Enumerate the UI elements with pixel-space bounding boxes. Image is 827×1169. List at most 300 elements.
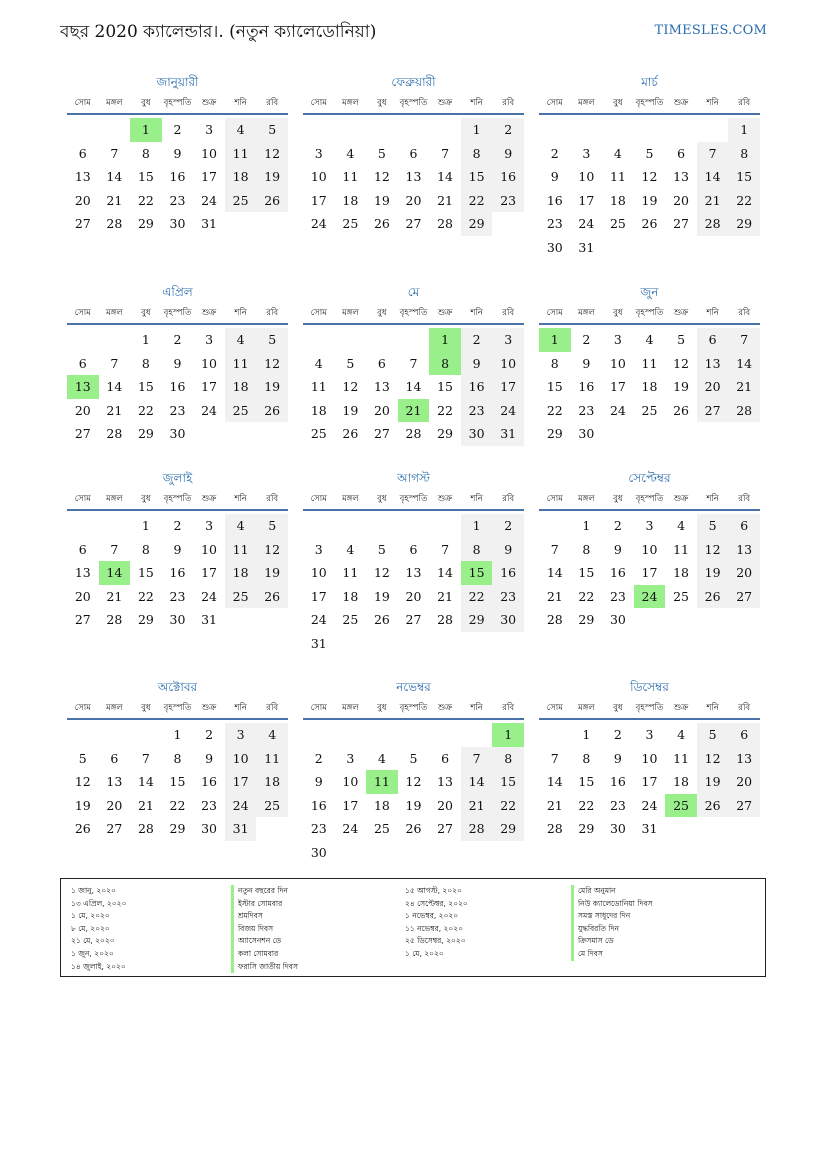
legend-holiday-name: যুদ্ধবিরতি দিন bbox=[571, 923, 653, 936]
day-cell: 23 bbox=[169, 192, 186, 208]
day-cell: 10 bbox=[201, 541, 217, 557]
weekday-header: মঙ্গল bbox=[341, 494, 359, 504]
weekday-header: মঙ্গল bbox=[105, 494, 123, 504]
site-name[interactable]: TIMESLES.COM bbox=[654, 23, 767, 38]
day-cell: 30 bbox=[609, 821, 626, 836]
weekday-header: সোম bbox=[310, 308, 327, 318]
day-cell: 16 bbox=[492, 561, 524, 585]
day-cell: 2 bbox=[314, 750, 323, 766]
month-name: ফেব্রুয়ারী bbox=[391, 75, 436, 89]
weekday-header: সোম bbox=[546, 703, 563, 713]
day-cell: 3 bbox=[582, 145, 591, 161]
day-cell: 12 bbox=[256, 538, 288, 562]
day-cell: 13 bbox=[106, 774, 123, 789]
day-cell: 27 bbox=[728, 794, 760, 818]
day-cell: 9 bbox=[550, 169, 559, 184]
legend-holiday-name: নতুন বছরের দিন bbox=[231, 885, 298, 898]
day-cell: 15 bbox=[546, 379, 563, 394]
day-cell: 8 bbox=[550, 355, 559, 371]
day-cell: 10 bbox=[641, 750, 658, 766]
day-cell: 6 bbox=[78, 145, 87, 161]
day-cell: 22 bbox=[546, 402, 563, 418]
day-cell: 24 bbox=[310, 216, 327, 231]
day-cell: 11 bbox=[609, 169, 626, 184]
weekday-header: বৃহস্পতি bbox=[399, 98, 428, 108]
day-cell: 4 bbox=[256, 723, 288, 747]
day-cell: 7 bbox=[697, 142, 729, 166]
day-cell: 6 bbox=[728, 514, 760, 538]
day-cell: 24 bbox=[492, 399, 524, 423]
day-cell: 22 bbox=[728, 189, 760, 213]
day-cell: 21 bbox=[461, 794, 493, 818]
day-cell: 27 bbox=[106, 821, 123, 836]
day-cell: 26 bbox=[256, 399, 288, 423]
day-cell: 4 bbox=[225, 118, 257, 142]
day-cell: 30 bbox=[609, 612, 626, 627]
day-cell: 17 bbox=[641, 774, 658, 789]
day-cell: 10 bbox=[201, 145, 217, 161]
day-cell: 6 bbox=[377, 355, 386, 371]
day-cell: 28 bbox=[546, 612, 563, 627]
day-cell: 18 bbox=[373, 797, 390, 813]
weekday-header: বৃহস্পতি bbox=[399, 703, 428, 713]
weekday-header: বুধ bbox=[377, 494, 387, 504]
month-name: ডিসেম্বর bbox=[630, 680, 669, 694]
day-cell: 17 bbox=[201, 169, 217, 184]
header-rule bbox=[67, 323, 288, 325]
day-cell: 21 bbox=[106, 402, 123, 418]
day-cell: 19 bbox=[74, 797, 91, 813]
day-cell: 24 bbox=[225, 794, 257, 818]
day-cell: 24 bbox=[201, 402, 217, 418]
header-rule bbox=[303, 509, 524, 511]
day-cell: 18 bbox=[256, 770, 288, 794]
day-cell: 31 bbox=[310, 635, 327, 651]
day-cell: 4 bbox=[346, 541, 355, 557]
day-cell: 15 bbox=[728, 165, 760, 189]
day-cell: 19 bbox=[641, 192, 658, 208]
weekday-header: রবি bbox=[738, 703, 751, 713]
day-cell: 3 bbox=[314, 145, 323, 161]
weekday-header: রবি bbox=[738, 494, 751, 504]
day-cell: 28 bbox=[106, 426, 123, 441]
weekday-header: বৃহস্পতি bbox=[163, 98, 192, 108]
day-cell: 2 bbox=[492, 118, 524, 142]
day-cell: 21 bbox=[137, 797, 154, 813]
weekday-header: বৃহস্পতি bbox=[635, 494, 664, 504]
day-cell: 12 bbox=[697, 747, 729, 771]
month-name: নভেম্বর bbox=[396, 680, 431, 694]
month-calendar bbox=[539, 74, 760, 259]
day-cell: 2 bbox=[461, 328, 493, 352]
weekday-header: মঙ্গল bbox=[105, 703, 123, 713]
day-cell: 21 bbox=[728, 375, 760, 399]
day-cell: 28 bbox=[405, 426, 422, 441]
day-cell: 10 bbox=[310, 169, 327, 184]
day-cell: 20 bbox=[74, 588, 91, 604]
day-cell: 4 bbox=[377, 750, 386, 766]
day-cell: 24 bbox=[201, 588, 217, 604]
day-cell: 9 bbox=[173, 541, 182, 557]
day-cell: 9 bbox=[492, 142, 524, 166]
day-cell: 31 bbox=[641, 821, 658, 836]
day-cell: 22 bbox=[578, 797, 595, 813]
weekday-header: বুধ bbox=[613, 98, 623, 108]
day-cell: 3 bbox=[645, 518, 654, 533]
day-cell: 6 bbox=[78, 355, 87, 371]
day-cell: 26 bbox=[342, 426, 359, 441]
day-cell: 29 bbox=[137, 216, 154, 231]
weekday-header: শনি bbox=[234, 494, 247, 504]
legend-holiday-name: ক্রিসমাস ডে bbox=[571, 935, 653, 948]
weekday-header: শুক্র bbox=[673, 98, 689, 108]
header-rule bbox=[539, 718, 760, 720]
holiday-day-cell: 14 bbox=[99, 561, 131, 585]
day-cell: 2 bbox=[550, 145, 559, 161]
day-cell: 11 bbox=[225, 352, 257, 376]
day-cell: 17 bbox=[225, 770, 257, 794]
month-name: মার্চ bbox=[641, 75, 658, 89]
day-cell: 15 bbox=[169, 774, 186, 789]
day-cell: 4 bbox=[225, 328, 257, 352]
day-cell: 8 bbox=[728, 142, 760, 166]
day-cell: 25 bbox=[310, 426, 327, 441]
month-name: এপ্রিল bbox=[162, 285, 193, 299]
day-cell: 5 bbox=[256, 118, 288, 142]
day-cell: 29 bbox=[578, 821, 595, 836]
day-cell: 24 bbox=[641, 797, 658, 813]
day-cell: 27 bbox=[728, 585, 760, 609]
weekday-header: রবি bbox=[502, 703, 515, 713]
day-cell: 7 bbox=[141, 750, 150, 766]
legend-date: ২৫ ডিসেম্বর, ২০২০ bbox=[405, 936, 466, 946]
legend-date: ১৪ জুলাই, ২০২০ bbox=[71, 961, 126, 971]
day-cell: 19 bbox=[256, 165, 288, 189]
day-cell: 25 bbox=[225, 399, 257, 423]
legend-date: ১ জানু, ২০২০ bbox=[71, 886, 116, 895]
day-cell: 13 bbox=[673, 169, 689, 184]
weekday-header: সোম bbox=[310, 703, 327, 713]
weekday-header: শুক্র bbox=[673, 494, 689, 504]
day-cell: 23 bbox=[609, 588, 626, 604]
day-cell: 22 bbox=[492, 794, 524, 818]
weekday-header: রবি bbox=[502, 308, 515, 318]
day-cell: 7 bbox=[110, 541, 119, 557]
day-cell: 22 bbox=[137, 402, 154, 418]
day-cell: 8 bbox=[141, 355, 150, 371]
day-cell: 20 bbox=[728, 770, 760, 794]
day-cell: 17 bbox=[310, 588, 327, 604]
day-cell: 21 bbox=[106, 192, 123, 208]
day-cell: 8 bbox=[582, 541, 591, 557]
day-cell: 27 bbox=[373, 426, 390, 441]
day-cell: 15 bbox=[137, 565, 154, 580]
weekday-header: রবি bbox=[266, 308, 279, 318]
legend-holiday-name: মে দিবস bbox=[571, 948, 653, 961]
day-cell: 23 bbox=[310, 821, 327, 836]
day-cell: 19 bbox=[405, 797, 422, 813]
day-cell: 28 bbox=[546, 821, 563, 836]
day-cell: 15 bbox=[137, 169, 154, 184]
day-cell: 31 bbox=[201, 612, 217, 627]
weekday-header: সোম bbox=[74, 98, 91, 108]
day-cell: 30 bbox=[461, 422, 493, 446]
day-cell: 14 bbox=[728, 352, 760, 376]
day-cell: 14 bbox=[697, 165, 729, 189]
day-cell: 13 bbox=[728, 538, 760, 562]
day-cell: 22 bbox=[137, 588, 154, 604]
weekday-header: শনি bbox=[706, 308, 719, 318]
day-cell: 3 bbox=[346, 750, 355, 766]
page-title: বছর 2020 ক্যালেন্ডার।. (নতুন ক্যালেডোনিয়া) bbox=[60, 22, 377, 42]
day-cell: 8 bbox=[141, 541, 150, 557]
day-cell: 2 bbox=[613, 518, 622, 533]
day-cell: 22 bbox=[578, 588, 595, 604]
day-cell: 18 bbox=[225, 165, 257, 189]
weekday-header: বৃহস্পতি bbox=[163, 494, 192, 504]
day-cell: 1 bbox=[173, 727, 182, 742]
day-cell: 15 bbox=[437, 379, 453, 394]
day-cell: 17 bbox=[641, 565, 658, 580]
day-cell: 12 bbox=[373, 169, 390, 184]
day-cell: 3 bbox=[205, 332, 214, 347]
day-cell: 9 bbox=[492, 538, 524, 562]
weekday-header: রবি bbox=[266, 703, 279, 713]
day-cell: 19 bbox=[256, 561, 288, 585]
legend-date: ১ মে, ২০২০ bbox=[71, 911, 110, 921]
day-cell: 11 bbox=[342, 169, 359, 184]
day-cell: 9 bbox=[613, 541, 622, 557]
weekday-header: সোম bbox=[546, 494, 563, 504]
day-cell: 20 bbox=[74, 192, 91, 208]
day-cell: 3 bbox=[205, 122, 214, 137]
legend-holiday-name: শ্রমদিবস bbox=[231, 910, 298, 923]
day-cell: 17 bbox=[492, 375, 524, 399]
day-cell: 7 bbox=[550, 750, 559, 766]
holiday-day-cell: 15 bbox=[461, 561, 493, 585]
day-cell: 22 bbox=[461, 585, 493, 609]
weekday-header: মঙ্গল bbox=[577, 703, 595, 713]
day-cell: 27 bbox=[437, 821, 453, 836]
day-cell: 17 bbox=[201, 379, 217, 394]
day-cell: 21 bbox=[106, 588, 123, 604]
holiday-day-cell: 1 bbox=[130, 118, 162, 142]
weekday-header: শুক্র bbox=[201, 494, 217, 504]
day-cell: 4 bbox=[314, 355, 323, 371]
day-cell: 24 bbox=[342, 821, 359, 836]
day-cell: 30 bbox=[492, 608, 524, 632]
day-cell: 7 bbox=[441, 541, 450, 557]
day-cell: 27 bbox=[405, 216, 422, 231]
holiday-day-cell: 13 bbox=[67, 375, 99, 399]
day-cell: 12 bbox=[74, 774, 91, 789]
day-cell: 18 bbox=[342, 588, 359, 604]
weekday-header: সোম bbox=[74, 703, 91, 713]
month-name: অক্টোবর bbox=[157, 680, 198, 694]
day-cell: 19 bbox=[373, 192, 390, 208]
weekday-header: শুক্র bbox=[673, 703, 689, 713]
weekday-header: শনি bbox=[706, 494, 719, 504]
day-cell: 17 bbox=[201, 565, 217, 580]
day-cell: 3 bbox=[314, 541, 323, 557]
day-cell: 18 bbox=[673, 774, 689, 789]
day-cell: 1 bbox=[582, 518, 591, 533]
weekday-header: বুধ bbox=[613, 308, 623, 318]
header-rule bbox=[303, 718, 524, 720]
day-cell: 13 bbox=[728, 747, 760, 771]
day-cell: 1 bbox=[461, 118, 493, 142]
day-cell: 16 bbox=[169, 379, 186, 394]
weekday-header: সোম bbox=[74, 308, 91, 318]
day-cell: 15 bbox=[578, 565, 595, 580]
day-cell: 26 bbox=[256, 189, 288, 213]
day-cell: 31 bbox=[225, 817, 257, 841]
day-cell: 8 bbox=[492, 747, 524, 771]
weekday-header: বুধ bbox=[613, 494, 623, 504]
day-cell: 25 bbox=[609, 216, 626, 231]
legend-names-left bbox=[231, 885, 298, 973]
day-cell: 4 bbox=[346, 145, 355, 161]
legend-dates-left bbox=[71, 885, 126, 973]
day-cell: 14 bbox=[106, 169, 123, 184]
day-cell: 20 bbox=[405, 588, 422, 604]
month-calendar bbox=[67, 470, 288, 655]
weekday-header: বুধ bbox=[613, 703, 623, 713]
month-name: সেপ্টেম্বর bbox=[628, 471, 671, 485]
day-cell: 23 bbox=[492, 189, 524, 213]
weekday-header: বৃহস্পতি bbox=[399, 308, 428, 318]
month-name: জুলাই bbox=[162, 471, 193, 485]
day-cell: 19 bbox=[342, 402, 359, 418]
day-cell: 7 bbox=[461, 747, 493, 771]
day-cell: 11 bbox=[225, 538, 257, 562]
day-cell: 6 bbox=[78, 541, 87, 557]
day-cell: 23 bbox=[492, 585, 524, 609]
day-cell: 5 bbox=[256, 514, 288, 538]
day-cell: 13 bbox=[74, 169, 91, 184]
day-cell: 23 bbox=[461, 399, 493, 423]
day-cell: 15 bbox=[137, 379, 154, 394]
weekday-header: শনি bbox=[234, 703, 247, 713]
day-cell: 10 bbox=[310, 565, 327, 580]
day-cell: 25 bbox=[373, 821, 390, 836]
day-cell: 14 bbox=[106, 379, 123, 394]
day-cell: 6 bbox=[409, 145, 418, 161]
weekday-header: শনি bbox=[470, 308, 483, 318]
day-cell: 5 bbox=[256, 328, 288, 352]
day-cell: 17 bbox=[342, 797, 359, 813]
day-cell: 28 bbox=[137, 821, 154, 836]
day-cell: 29 bbox=[137, 612, 154, 627]
day-cell: 15 bbox=[578, 774, 595, 789]
day-cell: 28 bbox=[728, 399, 760, 423]
day-cell: 26 bbox=[697, 794, 729, 818]
day-cell: 28 bbox=[106, 216, 123, 231]
weekday-header: মঙ্গল bbox=[577, 308, 595, 318]
month-calendar bbox=[303, 74, 524, 259]
day-cell: 10 bbox=[609, 355, 626, 371]
day-cell: 30 bbox=[310, 844, 327, 860]
day-cell: 8 bbox=[141, 145, 150, 161]
day-cell: 14 bbox=[437, 565, 453, 580]
day-cell: 26 bbox=[74, 821, 91, 836]
day-cell: 13 bbox=[437, 774, 453, 789]
weekday-header: শুক্র bbox=[437, 308, 453, 318]
legend-holiday-name: ইস্টার সোমবার bbox=[231, 898, 298, 911]
legend-names-right bbox=[571, 885, 653, 961]
day-cell: 12 bbox=[697, 538, 729, 562]
day-cell: 21 bbox=[437, 192, 453, 208]
weekday-header: সোম bbox=[310, 494, 327, 504]
holiday-day-cell: 11 bbox=[366, 770, 398, 794]
month-calendar bbox=[303, 470, 524, 655]
month-calendar bbox=[539, 470, 760, 655]
day-cell: 30 bbox=[169, 216, 186, 231]
holiday-day-cell: 21 bbox=[398, 399, 430, 423]
weekday-header: শুক্র bbox=[437, 703, 453, 713]
day-cell: 18 bbox=[673, 565, 689, 580]
weekday-header: বৃহস্পতি bbox=[163, 308, 192, 318]
legend-holiday-name: বিজয় দিবস bbox=[231, 923, 298, 936]
day-cell: 5 bbox=[78, 750, 87, 766]
weekday-header: শনি bbox=[470, 494, 483, 504]
day-cell: 3 bbox=[645, 727, 654, 742]
day-cell: 29 bbox=[728, 212, 760, 236]
day-cell: 31 bbox=[578, 239, 595, 255]
day-cell: 12 bbox=[342, 379, 359, 394]
day-cell: 4 bbox=[613, 145, 622, 161]
legend-holiday-name: সমস্ত সাধুদের দিন bbox=[571, 910, 653, 923]
day-cell: 22 bbox=[137, 192, 154, 208]
holiday-day-cell: 25 bbox=[665, 794, 697, 818]
day-cell: 22 bbox=[437, 402, 453, 418]
day-cell: 3 bbox=[225, 723, 257, 747]
day-cell: 5 bbox=[677, 332, 686, 347]
day-cell: 23 bbox=[609, 797, 626, 813]
header-rule bbox=[303, 113, 524, 115]
header-rule bbox=[67, 113, 288, 115]
day-cell: 2 bbox=[492, 514, 524, 538]
day-cell: 29 bbox=[461, 608, 493, 632]
holiday-day-cell: 1 bbox=[429, 328, 461, 352]
day-cell: 21 bbox=[546, 797, 563, 813]
day-cell: 9 bbox=[582, 355, 591, 371]
day-cell: 10 bbox=[342, 774, 359, 789]
legend-date: ১ জুন, ২০২০ bbox=[71, 948, 114, 958]
day-cell: 2 bbox=[173, 122, 182, 137]
day-cell: 28 bbox=[437, 612, 453, 627]
header-rule bbox=[539, 509, 760, 511]
day-cell: 11 bbox=[225, 142, 257, 166]
day-cell: 11 bbox=[673, 750, 689, 766]
weekday-header: বুধ bbox=[141, 98, 151, 108]
day-cell: 30 bbox=[546, 239, 563, 255]
weekday-header: মঙ্গল bbox=[341, 703, 359, 713]
weekday-header: মঙ্গল bbox=[577, 98, 595, 108]
day-cell: 14 bbox=[137, 774, 154, 789]
day-cell: 8 bbox=[461, 142, 493, 166]
day-cell: 14 bbox=[437, 169, 453, 184]
day-cell: 21 bbox=[546, 588, 563, 604]
day-cell: 16 bbox=[609, 565, 626, 580]
holiday-day-cell: 1 bbox=[539, 328, 571, 352]
day-cell: 24 bbox=[609, 402, 626, 418]
day-cell: 19 bbox=[256, 375, 288, 399]
weekday-header: বৃহস্পতি bbox=[399, 494, 428, 504]
weekday-header: বুধ bbox=[377, 98, 387, 108]
day-cell: 20 bbox=[106, 797, 123, 813]
day-cell: 11 bbox=[256, 747, 288, 771]
